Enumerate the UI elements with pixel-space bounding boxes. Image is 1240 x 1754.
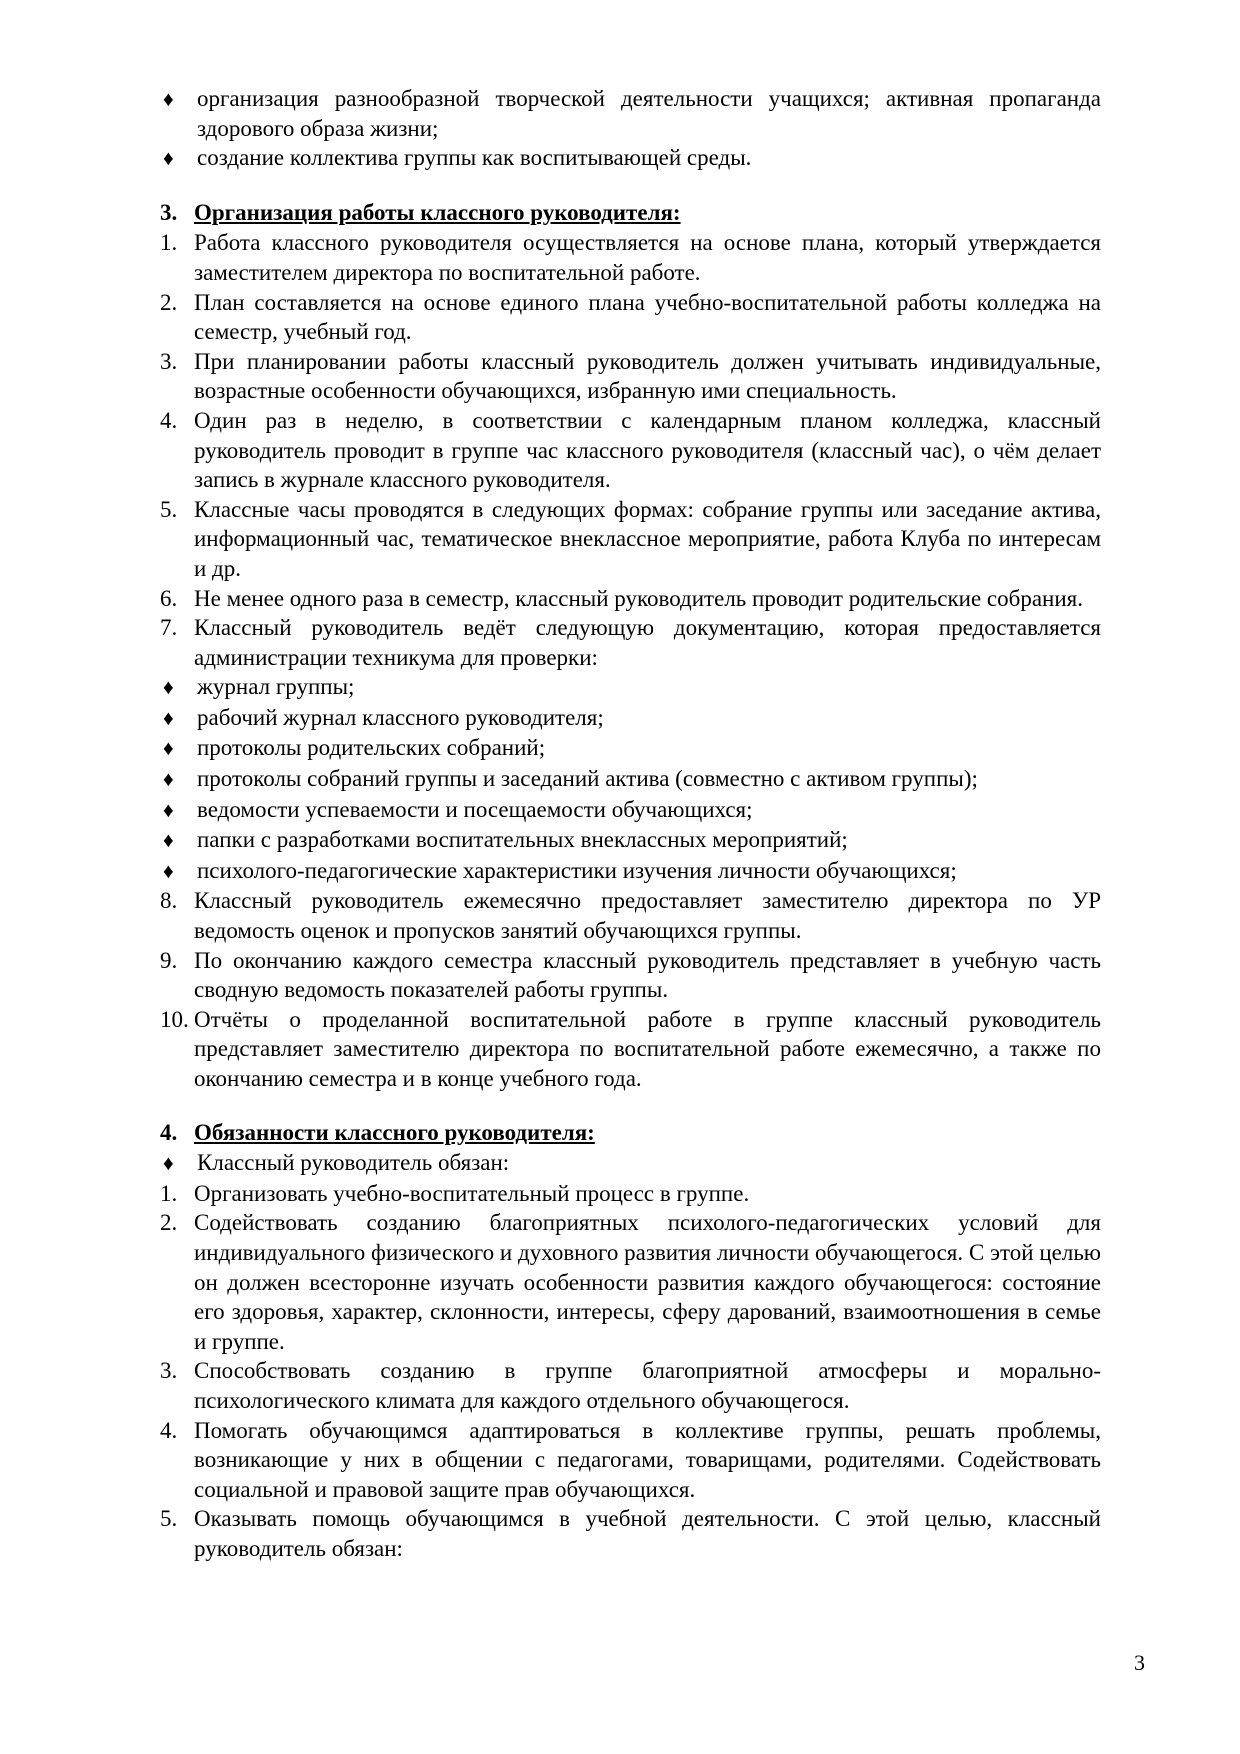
numbered-item bbox=[160, 1504, 1101, 1563]
item-number: 10. bbox=[160, 1006, 189, 1032]
list-item-text: протоколы собраний группы и заседаний актива (совместно с активом группы); bbox=[197, 766, 978, 792]
section-title: Организация работы классного руководителя: bbox=[194, 199, 681, 225]
diamond-bullet-icon: ♦ bbox=[163, 858, 174, 883]
text-block bbox=[160, 84, 1101, 1564]
item-number: 4. bbox=[160, 1417, 178, 1443]
item-number: 5. bbox=[160, 1506, 178, 1532]
list-item-text: журнал группы; bbox=[197, 674, 355, 700]
item-number: 8. bbox=[160, 888, 178, 914]
numbered-item bbox=[160, 347, 1101, 406]
numbered-item bbox=[160, 1416, 1101, 1505]
diamond-bullet-icon: ♦ bbox=[163, 1151, 174, 1176]
item-text: Один раз в неделю, в соответствии с календарным планом колледжа, классный руководитель проводит в группе час классного руководителя (классный час), о чём делает запись в журнале классного руководителя. bbox=[194, 407, 1101, 493]
item-text: Отчёты о проделанной воспитательной работе в группе классный руководитель представляет заместителю директора по воспитательной работе ежемесячно, а также по окончанию семестра и в конце учебного года. bbox=[194, 1006, 1101, 1091]
numbered-item bbox=[160, 584, 1101, 614]
item-number: 2. bbox=[160, 289, 178, 315]
list-item bbox=[160, 825, 1101, 856]
item-text: Классные часы проводятся в следующих формах: собрание группы или заседание актива, информационный час, тематическое внеклассное мероприятие, работа Клуба по интересам и др. bbox=[194, 496, 1101, 581]
numbered-item bbox=[160, 1356, 1101, 1415]
numbered-item bbox=[160, 288, 1101, 347]
item-number: 3. bbox=[160, 1358, 178, 1384]
item-text: Не менее одного раза в семестр, классный руководитель проводит родительские собрания. bbox=[194, 585, 1083, 611]
list-item-text: папки с разработками воспитательных внеклассных мероприятий; bbox=[197, 827, 848, 853]
section-number: 4. bbox=[160, 1119, 178, 1145]
section-title-wrap bbox=[194, 1118, 1101, 1148]
list-item-text: создание коллектива группы как воспитывающей среды. bbox=[197, 145, 752, 171]
list-item-text: ведомости успеваемости и посещаемости обучающихся; bbox=[197, 796, 753, 822]
item-text: Способствовать созданию в группе благоприятной атмосферы и морально-психологического климата для каждого отдельного обучающегося. bbox=[194, 1358, 1101, 1413]
diamond-bullet-icon: ♦ bbox=[163, 767, 174, 792]
item-number: 4. bbox=[160, 407, 178, 433]
diamond-bullet-icon: ♦ bbox=[163, 675, 174, 700]
item-number: 3. bbox=[160, 348, 178, 374]
numbered-item bbox=[160, 495, 1101, 584]
section-title: Обязанности классного руководителя: bbox=[194, 1119, 595, 1145]
list-item bbox=[160, 1148, 1101, 1179]
section-number: 3. bbox=[160, 199, 178, 225]
numbered-item bbox=[160, 946, 1101, 1005]
list-item bbox=[160, 764, 1101, 795]
list-item-text: рабочий журнал классного руководителя; bbox=[197, 704, 604, 730]
item-text: Организовать учебно-воспитательный процесс в группе. bbox=[194, 1180, 750, 1206]
item-text: При планировании работы классный руководитель должен учитывать индивидуальные, возрастные особенности обучающихся, избранную ими специальность. bbox=[194, 348, 1101, 404]
diamond-bullet-icon: ♦ bbox=[163, 828, 174, 853]
item-text: Работа классного руководителя осуществляется на основе плана, который утверждается заместителем директора по воспитательной работе. bbox=[194, 230, 1101, 285]
list-item bbox=[160, 733, 1101, 764]
numbered-item bbox=[160, 613, 1101, 672]
section-3-heading bbox=[160, 198, 1101, 228]
list-item bbox=[160, 856, 1101, 887]
diamond-bullet-icon: ♦ bbox=[163, 705, 174, 730]
numbered-item bbox=[160, 1005, 1101, 1094]
item-text: Классный руководитель ежемесячно предоставляет заместителю директора по УР ведомость оценок и пропусков занятий обучающихся группы. bbox=[194, 888, 1101, 944]
list-item-text: психолого-педагогические характеристики изучения личности обучающихся; bbox=[197, 857, 957, 883]
item-number: 5. bbox=[160, 496, 178, 522]
section-4-heading bbox=[160, 1118, 1101, 1148]
numbered-item bbox=[160, 1179, 1101, 1209]
item-number: 1. bbox=[160, 230, 178, 256]
item-number: 7. bbox=[160, 615, 178, 641]
list-item bbox=[160, 795, 1101, 826]
list-item bbox=[160, 672, 1101, 703]
item-number: 1. bbox=[160, 1180, 178, 1206]
item-text: По окончанию каждого семестра классный руководитель представляет в учебную часть сводную ведомость показателей работы группы. bbox=[194, 947, 1101, 1003]
item-text: Содействовать созданию благоприятных психолого-педагогических условий для индивидуального физического и духовного развития личности обучающегося. С этой целью он должен всесторонне изучать особенности развития каждого обучающегося: состояние его здоровья, характер, склонности, интересы, сферу дарований, взаимоотношения в семье и группе. bbox=[194, 1210, 1101, 1354]
item-text: Оказывать помощь обучающимся в учебной деятельности. С этой целью, классный руководитель обязан: bbox=[194, 1506, 1101, 1561]
diamond-bullet-icon: ♦ bbox=[163, 87, 174, 111]
numbered-item bbox=[160, 1208, 1101, 1356]
section-title-wrap bbox=[194, 198, 1101, 228]
diamond-bullet-icon: ♦ bbox=[163, 146, 174, 171]
list-item-text: организация разнообразной творческой деятельности учащихся; активная пропаганда здорового образа жизни; bbox=[197, 86, 1101, 141]
item-text: Помогать обучающимся адаптироваться в коллективе группы, решать проблемы, возникающие у них в общении с педагогами, товарищами, родителями. Содействовать социальной и правовой защите прав обучающихся. bbox=[194, 1417, 1101, 1502]
list-item bbox=[160, 143, 1101, 174]
list-item-text: протоколы родительских собраний; bbox=[197, 735, 546, 761]
item-text: Классный руководитель ведёт следующую документацию, которая предоставляется администрации техникума для проверки: bbox=[194, 615, 1101, 670]
item-number: 6. bbox=[160, 585, 178, 611]
numbered-item bbox=[160, 228, 1101, 287]
list-item-text: Классный руководитель обязан: bbox=[197, 1150, 510, 1176]
list-item bbox=[160, 703, 1101, 734]
item-number: 2. bbox=[160, 1210, 178, 1236]
page-number: 3 bbox=[1134, 1650, 1145, 1675]
item-text: План составляется на основе единого плана учебно-воспитательной работы колледжа на семестр, учебный год. bbox=[194, 289, 1101, 345]
diamond-bullet-icon: ♦ bbox=[163, 736, 174, 761]
list-item bbox=[160, 84, 1101, 143]
diamond-bullet-icon: ♦ bbox=[163, 797, 174, 822]
item-number: 9. bbox=[160, 947, 178, 973]
numbered-item bbox=[160, 886, 1101, 945]
numbered-item bbox=[160, 406, 1101, 495]
